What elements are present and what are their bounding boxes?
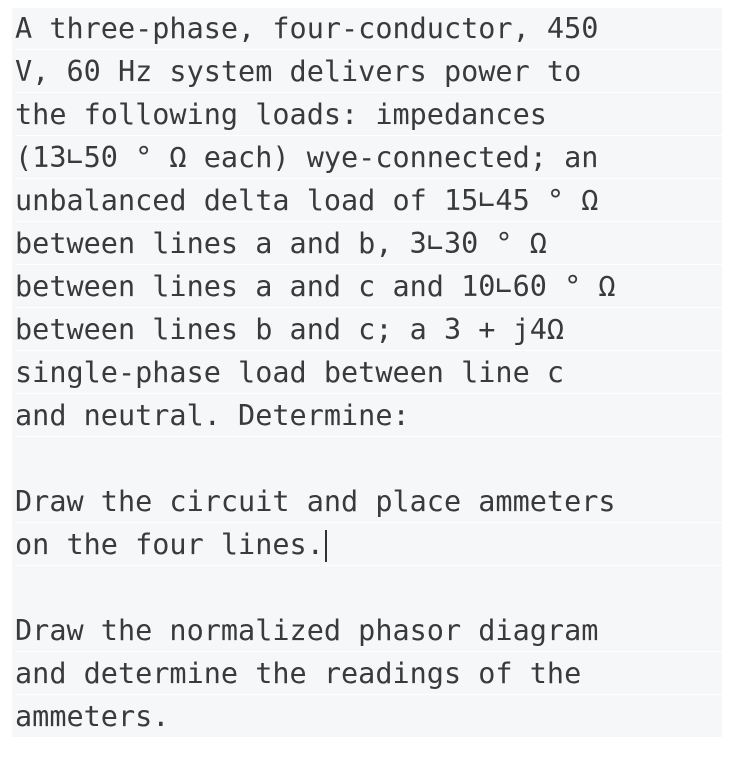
text-line-2: V, 60 Hz system delivers power to (15, 51, 722, 93)
text-editor-area[interactable] (12, 8, 722, 737)
text-line-3: the following loads: impedances (15, 94, 722, 136)
text-line-5: unbalanced delta load of 15∟45 ° Ω (15, 180, 722, 222)
text-line-10: and neutral. Determine: (15, 395, 722, 437)
text-line-7: between lines a and c and 10∟60 ° Ω (15, 266, 722, 308)
text-line-15: Draw the normalized phasor diagram (15, 610, 722, 652)
text-line-13-content: on the four lines. (15, 528, 324, 561)
text-cursor (325, 530, 327, 562)
text-line-12: Draw the circuit and place ammeters (15, 481, 722, 523)
text-line-17: ammeters. (15, 696, 722, 738)
text-line-11 (15, 438, 722, 480)
text-line-1: A three-phase, four-conductor, 450 (15, 8, 722, 50)
text-line-16: and determine the readings of the (15, 653, 722, 695)
text-line-9: single-phase load between line c (15, 352, 722, 394)
text-line-4: (13∟50 ° Ω each) wye-connected; an (15, 137, 722, 179)
text-line-8: between lines b and c; a 3 + j4Ω (15, 309, 722, 351)
text-line-13 (15, 524, 722, 566)
text-line-14 (15, 567, 722, 609)
text-line-6: between lines a and b, 3∟30 ° Ω (15, 223, 722, 265)
